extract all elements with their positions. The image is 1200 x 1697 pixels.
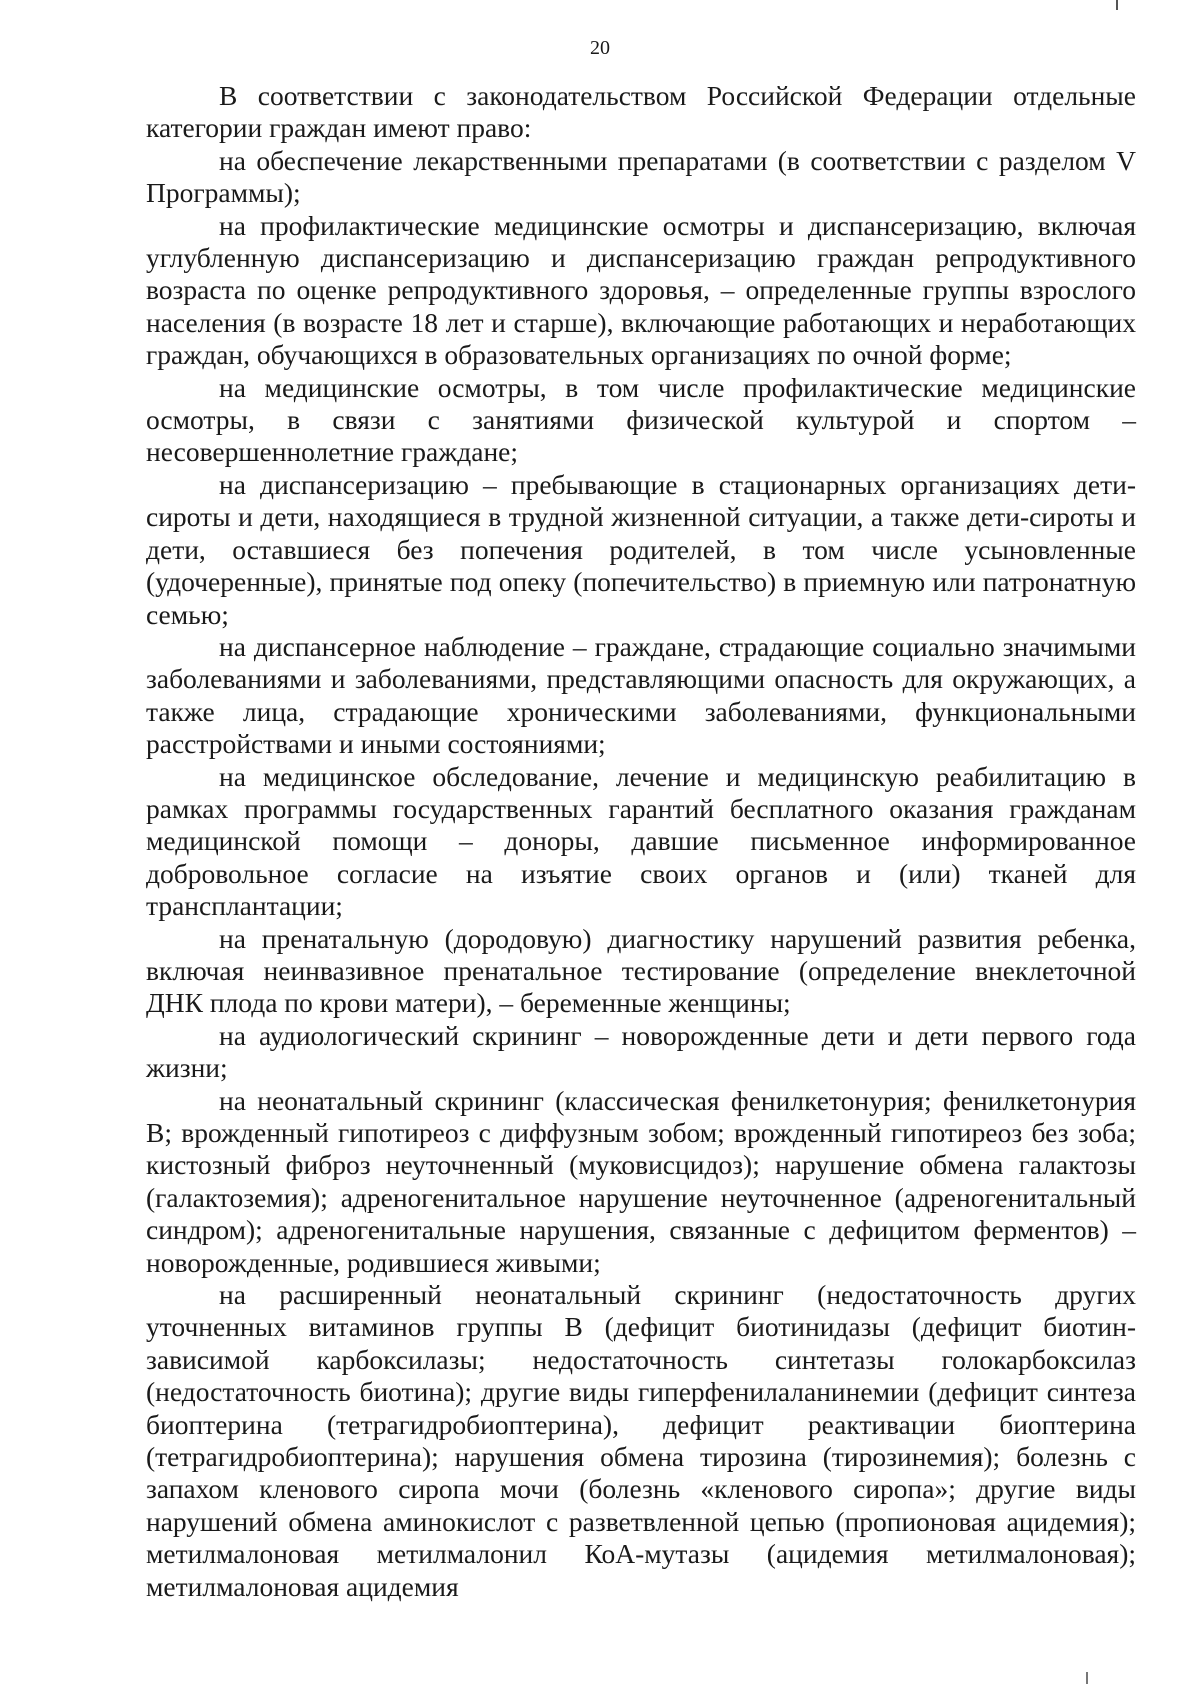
- scan-artifact-mark: [1086, 1672, 1088, 1684]
- scan-artifact-mark: [1116, 0, 1118, 10]
- paragraph-medicines: на обеспечение лекарственными препаратами (в соответствии с разделом V Программы);: [146, 144, 1136, 209]
- paragraph-dispensary-observation: на диспансерное наблюдение – граждане, страдающие социально значимыми заболеваниями и заболеваниями, представляющими опасность для окружающих, а также лица, страдающие хроническими заболеваниями, функциональными расстройствами и иными состояниями;: [146, 630, 1136, 760]
- paragraph-intro: В соответствии с законодательством Российской Федерации отдельные категории граждан имеют право:: [146, 80, 1136, 144]
- page-number: 20: [590, 37, 610, 59]
- paragraph-checkups: на профилактические медицинские осмотры и диспансеризацию, включая углубленную диспансеризацию и диспансеризацию граждан репродуктивного возраста по оценке репродуктивного здоровья, – определенные группы взрослого населения (в возрасте 18 лет и старше), включающие работающих и неработающих граждан, обучающихся в образовательных организациях по очной форме;: [146, 209, 1136, 371]
- paragraph-extended-screening: на расширенный неонатальный скрининг (недостаточность других уточненных витаминов группы B (дефицит биотинидазы (дефицит биотин-зависимой карбоксилазы; недостаточность синтетазы голокарбоксилаз (недостаточность биотина); другие виды гиперфенилаланинемии (дефицит синтеза биоптерина (тетрагидробиоптерина), дефицит реактивации биоптерина (тетрагидробиоптерина); нарушения обмена тирозина (тирозинемия); болезнь с запахом кленового сиропа мочи (болезнь «кленового сиропа»; другие виды нарушений обмена аминокислот с разветвленной цепью (пропионовая ацидемия); метилмалоновая метилмалонил КоА-мутазы (ацидемия метилмалоновая); метилмалоновая ацидемия: [146, 1279, 1136, 1602]
- paragraph-neonatal-screening: на неонатальный скрининг (классическая фенилкетонурия; фенилкетонурия B; врожденный гипотиреоз с диффузным зобом; врожденный гипотиреоз без зоба; кистозный фиброз неуточненный (муковисцидоз); нарушение обмена галактозы (галактоземия); адреногенитальное нарушение неуточненное (адреногенитальный синдром); адреногенитальные нарушения, связанные с дефицитом ферментов) – новорожденные, родившиеся живыми;: [146, 1084, 1136, 1278]
- paragraph-audiology: на аудиологический скрининг – новорожденные дети и дети первого года жизни;: [146, 1019, 1136, 1084]
- body-text: [146, 80, 1136, 1603]
- paragraph-prenatal: на пренатальную (дородовую) диагностику нарушений развития ребенка, включая неинвазивное пренатальное тестирование (определение внеклеточной ДНК плода по крови матери), – беременные женщины;: [146, 922, 1136, 1019]
- paragraph-donors: на медицинское обследование, лечение и медицинскую реабилитацию в рамках программы государственных гарантий бесплатного оказания гражданам медицинской помощи – доноры, давшие письменное информированное добровольное согласие на изъятие своих органов и (или) тканей для трансплантации;: [146, 760, 1136, 922]
- paragraph-sports-exams: на медицинские осмотры, в том числе профилактические медицинские осмотры, в связи с занятиями физической культурой и спортом – несовершеннолетние граждане;: [146, 371, 1136, 468]
- paragraph-orphans: на диспансеризацию – пребывающие в стационарных организациях дети-сироты и дети, находящиеся в трудной жизненной ситуации, а также дети-сироты и дети, оставшиеся без попечения родителей, в том числе усыновленные (удочеренные), принятые под опеку (попечительство) в приемную или патронатную семью;: [146, 468, 1136, 630]
